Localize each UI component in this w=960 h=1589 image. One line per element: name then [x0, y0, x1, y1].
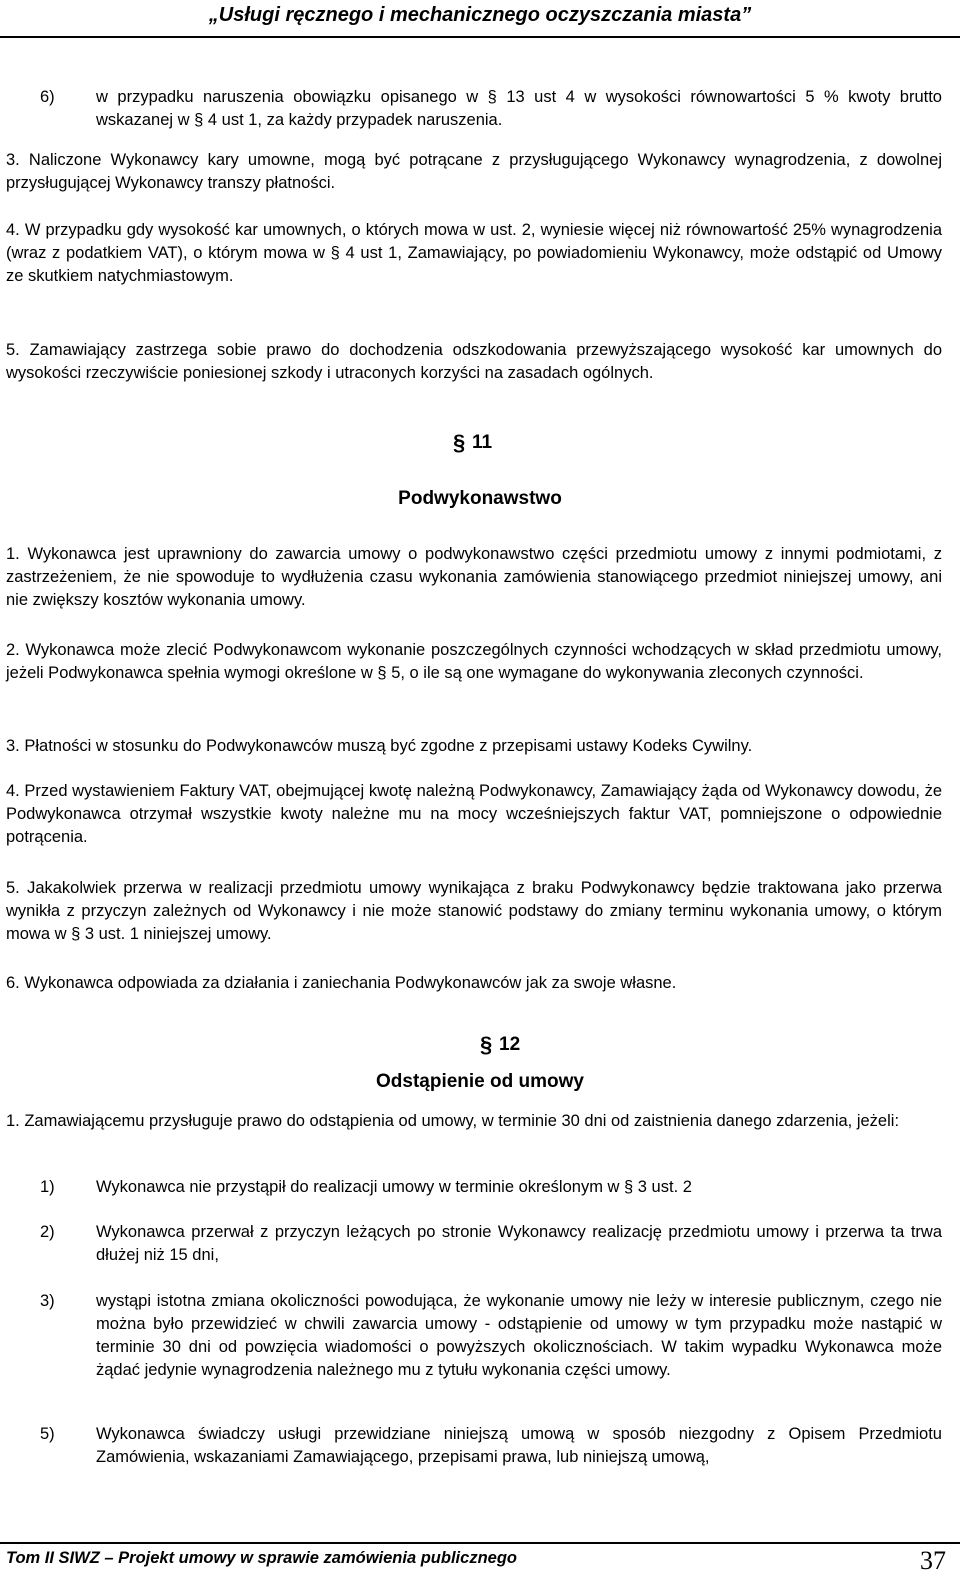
section-number: 12: [499, 1034, 521, 1055]
section-mark: §: [480, 1032, 493, 1057]
paragraph-4: 4. W przypadku gdy wysokość kar umownych, o których mowa w ust. 2, wyniesie więcej niż równowartość 25% wynagrodzenia (wraz z podatkiem VAT), o którym mowa w § 4 ust 1, Zamawiający, po powiadomieniu Wykonawcy, może odstąpić od Umowy ze skutkiem natychmiastowym.: [6, 221, 942, 285]
page-header-title: „Usługi ręcznego i mechanicznego oczyszczania miasta”: [208, 4, 752, 26]
section-heading: Odstąpienie od umowy: [376, 1071, 584, 1092]
paragraph: 3. Płatności w stosunku do Podwykonawców muszą być zgodne z przepisami ustawy Kodeks Cywilny.: [6, 737, 753, 755]
paragraph: 5. Jakakolwiek przerwa w realizacji przedmiotu umowy wynikająca z braku Podwykonawcy będzie traktowana jako przerwa wynikła z przyczyn zależnych od Wykonawcy i nie może stanowić podstawy do zmiany terminu wykonania umowy, o którym mowa w § 3 ust. 1 niniejszej umowy.: [6, 879, 942, 943]
paragraph-5: 5. Zamawiający zastrzega sobie prawo do dochodzenia odszkodowania przewyższającego wysokość kar umownych do wysokości rzeczywiście poniesionej szkody i utraconych korzyści na zasadach ogólnych.: [6, 341, 942, 382]
list-item-text: wystąpi istotna zmiana okoliczności powodująca, że wykonanie umowy nie leży w interesie publicznym, czego nie można było przewidzieć w chwili zawarcia umowy - odstąpienie od umowy w tym przypadku może nastąpić w terminie 30 dni od powzięcia wiadomości o powyższych okolicznościach. W takim wypadku Wykonawca może żądać jedynie wynagrodzenia należnego mu z tytułu wykonania części umowy.: [96, 1292, 942, 1379]
section-number: 11: [472, 432, 493, 453]
list-item-number: 2): [40, 1223, 55, 1241]
paragraph: 6. Wykonawca odpowiada za działania i zaniechania Podwykonawców jak za swoje własne.: [6, 974, 677, 992]
list-item-text: w przypadku naruszenia obowiązku opisanego w § 13 ust 4 w wysokości równowartości 5 % kwoty brutto wskazanej w § 4 ust 1, za każdy przypadek naruszenia.: [96, 88, 942, 129]
paragraph: 1. Wykonawca jest uprawniony do zawarcia umowy o podwykonawstwo części przedmiotu umowy z innymi podmiotami, z zastrzeżeniem, że nie spowoduje to wydłużenia czasu wykonania zamówienia stanowiącego przedmiot niniejszej umowy, ani nie zwiększy kosztów wykonania umowy.: [6, 545, 942, 609]
paragraph: 4. Przed wystawieniem Faktury VAT, obejmującej kwotę należną Podwykonawcy, Zamawiający żąda od Wykonawcy dowodu, że Podwykonawca otrzymał wszystkie kwoty należne mu na mocy wcześniejszych faktur VAT, pomniejszone o odpowiednie potrącenia.: [6, 782, 942, 846]
section-heading: Podwykonawstwo: [398, 488, 562, 509]
list-item-number: 3): [40, 1292, 55, 1310]
list-item-text: Wykonawca przerwał z przyczyn leżących po stronie Wykonawcy realizację przedmiotu umowy i przerwa ta trwa dłużej niż 15 dni,: [96, 1223, 942, 1264]
footer-rule: [0, 1542, 960, 1544]
list-item-number: 6): [40, 88, 55, 106]
page-number: 37: [920, 1546, 946, 1575]
list-item-number: 1): [40, 1178, 55, 1196]
list-item-text: Wykonawca świadczy usługi przewidziane niniejszą umową w sposób niezgodny z Opisem Przedmiotu Zamówienia, wskazaniami Zamawiającego, przepisami prawa, lub niniejszą umową,: [96, 1425, 942, 1466]
section-mark: §: [453, 430, 466, 455]
list-item-text: Wykonawca nie przystąpił do realizacji umowy w terminie określonym w § 3 ust. 2: [96, 1178, 692, 1196]
paragraph: 1. Zamawiającemu przysługuje prawo do odstąpienia od umowy, w terminie 30 dni od zaistnienia danego zdarzenia, jeżeli:: [6, 1112, 900, 1130]
header-rule: [0, 36, 960, 38]
list-item-number: 5): [40, 1425, 55, 1443]
footer-text: Tom II SIWZ – Projekt umowy w sprawie zamówienia publicznego: [6, 1549, 517, 1567]
paragraph-3: 3. Naliczone Wykonawcy kary umowne, mogą być potrącane z przysługującego Wykonawcy wynagrodzenia, z dowolnej przysługującej Wykonawcy transzy płatności.: [6, 151, 942, 192]
paragraph: 2. Wykonawca może zlecić Podwykonawcom wykonanie poszczególnych czynności wchodzących w skład przedmiotu umowy, jeżeli Podwykonawca spełnia wymogi określone w § 5, o ile są one wymagane do wykonywania zleconych czynności.: [6, 641, 942, 682]
